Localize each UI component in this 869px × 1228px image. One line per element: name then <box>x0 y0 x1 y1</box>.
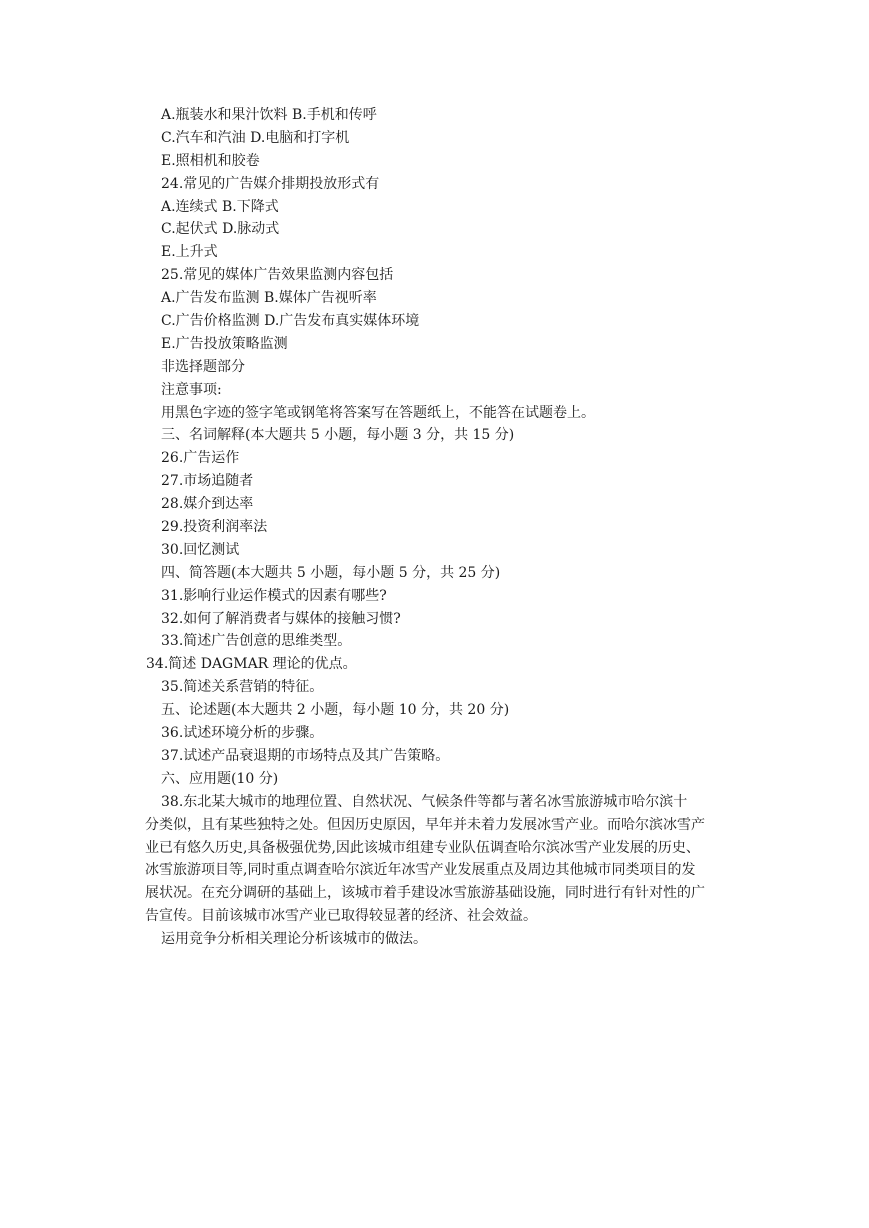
question-24: 24.常见的广告媒介排期投放形式有 <box>161 175 380 192</box>
option-line: E.上升式 <box>161 244 218 261</box>
option-line: C.起伏式 D.脉动式 <box>161 221 280 238</box>
section-heading-4: 四、简答题(本大题共 5 小题，每小题 5 分，共 25 分) <box>161 564 501 581</box>
notice-text: 用黑色字迹的签字笔或钢笔将答案写在答题纸上，不能答在试题卷上。 <box>161 404 595 421</box>
question-35: 35.简述关系营销的特征。 <box>161 679 324 696</box>
question-38-prompt: 运用竞争分析相关理论分析该城市的做法。 <box>161 931 427 948</box>
question-38-line: 冰雪旅游项目等,同时重点调查哈尔滨近年冰雪产业发展重点及周边其他城市同类项目的发 <box>145 862 696 879</box>
question-38-line: 展状况。在充分调研的基础上，该城市着手建设冰雪旅游基础设施，同时进行有针对性的广 <box>145 885 705 902</box>
question-34: 34.简述 DAGMAR 理论的优点。 <box>146 656 357 673</box>
section-heading-5: 五、论述题(本大题共 2 小题，每小题 10 分，共 20 分) <box>161 702 510 719</box>
question-38-line: 分类似，且有某些独特之处。但因历史原因，早年并未着力发展冰雪产业。而哈尔滨冰雪产 <box>145 816 705 833</box>
question-38-line: 告宣传。目前该城市冰雪产业已取得较显著的经济、社会效益。 <box>145 908 537 925</box>
section-heading-6: 六、应用题(10 分) <box>161 770 279 787</box>
option-line: A.连续式 B.下降式 <box>161 198 279 215</box>
question-29: 29.投资利润率法 <box>161 519 268 536</box>
notice-heading: 注意事项: <box>161 381 222 398</box>
option-line: C.广告价格监测 D.广告发布真实媒体环境 <box>161 313 420 330</box>
question-38-line: 38.东北某大城市的地理位置、自然状况、气候条件等都与著名冰雪旅游城市哈尔滨十 <box>161 793 688 810</box>
question-37: 37.试述产品衰退期的市场特点及其广告策略。 <box>161 747 450 764</box>
question-28: 28.媒介到达率 <box>161 496 254 513</box>
question-38 <box>0 791 869 951</box>
exam-content <box>0 104 869 951</box>
question-31: 31.影响行业运作模式的因素有哪些? <box>161 587 387 604</box>
option-line: E.广告投放策略监测 <box>161 335 288 352</box>
option-line: A.广告发布监测 B.媒体广告视听率 <box>161 290 377 307</box>
question-26: 26.广告运作 <box>161 450 240 467</box>
question-36: 36.试述环境分析的步骤。 <box>161 725 324 742</box>
question-30: 30.回忆测试 <box>161 541 240 558</box>
question-32: 32.如何了解消费者与媒体的接触习惯? <box>161 610 401 627</box>
option-line: A.瓶装水和果汁饮料 B.手机和传呼 <box>161 107 377 123</box>
question-27: 27.市场追随者 <box>161 473 254 490</box>
option-line: E.照相机和胶卷 <box>161 152 260 169</box>
question-25: 25.常见的媒体广告效果监测内容包括 <box>161 267 394 284</box>
section-heading-non-choice: 非选择题部分 <box>161 358 245 375</box>
option-line: C.汽车和汽油 D.电脑和打字机 <box>161 129 350 146</box>
question-38-line: 业已有悠久历史,具备极强优势,因此该城市组建专业队伍调查哈尔滨冰雪产业发展的历史、 <box>145 839 700 856</box>
section-heading-3: 三、名词解释(本大题共 5 小题，每小题 3 分，共 15 分) <box>161 427 515 444</box>
question-33: 33.简述广告创意的思维类型。 <box>161 633 352 650</box>
